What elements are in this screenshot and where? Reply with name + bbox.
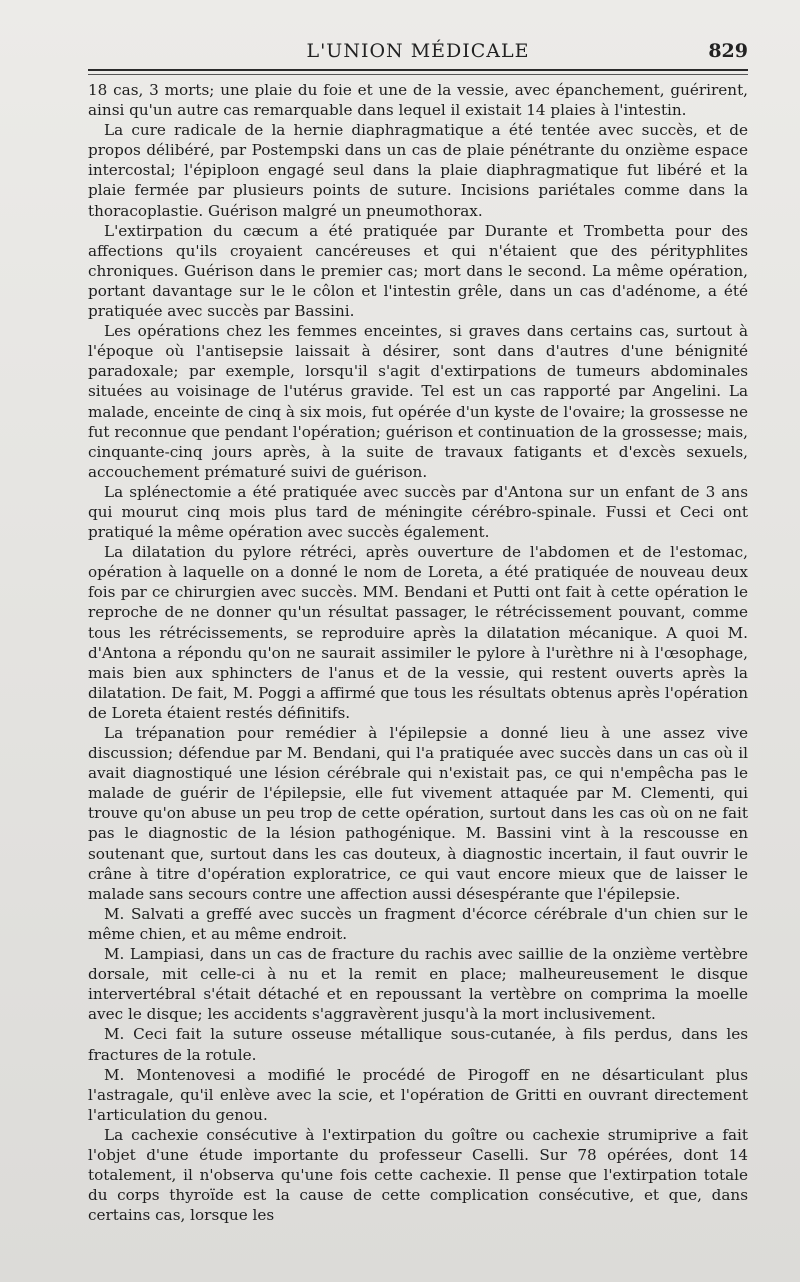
paragraph-pirogoff: M. Montenovesi a modifié le procédé de Pirogoff en ne désarticulant plus l'astragale, qu'il enlève avec la scie, et l'opération de Gritti en ouvrant directement l'articulation du genou. [88,1065,748,1124]
running-title: L'UNION MÉDICALE [306,40,530,62]
page-number: 829 [708,40,748,62]
page-header [88,40,748,70]
header-rule [88,69,748,71]
paragraph-femmes-enceintes: Les opérations chez les femmes enceintes, si graves dans certains cas, surtout à l'époque où l'antisepsie laissait à désirer, sont dans d'autres d'une bénignité paradoxale; par exemple, lorsqu'il s'agit d'extirpations de tumeurs abdominales situées au voisinage de l'utérus gravide. Tel est un cas rapporté par Angelini. La malade, enceinte de cinq à six mois, fut opérée d'un kyste de l'ovaire; la grossesse ne fut reconnue que pendant l'opération; guérison et continuation de la grossesse; mais, cinquante-cinq jours après, à la suite de travaux fatigants et d'excès sexuels, accouchement prématuré suivi de guérison. [88,322,748,481]
header-rule-thin [88,74,748,75]
paragraph-cachexie: La cachexie consécutive à l'extirpation du goître ou cachexie strumiprive a fait l'objet d'une étude importante du professeur Caselli. Sur 78 opérées, dont 14 totalement, il n'observa qu'une fois cette cachexie. Il pense que l'extirpation totale du corps thyroïde est la cause de cette complication consécutive, et que, dans certains cas, lorsque les [88,1125,748,1225]
paragraph-extirpation-caecum: L'extirpation du cæcum a été pratiquée par Durante et Trombetta pour des affections qu'ils croyaient cancéreuses et qui n'étaient que des pérityphlites chroniques. Guérison dans le premier cas; mort dans le second. La même opération, portant davantage sur le le côlon et l'intestin grêle, dans un cas d'adénome, a été pratiquée avec succès par Bassini. [88,221,748,321]
paragraph-hernie-diaphragmatique: La cure radicale de la hernie diaphragmatique a été tentée avec succès, et de propos délibéré, par Postempski dans un cas de plaie pénétrante du onzième espace intercostal; l'épiploon engagé seul dans la plaie diaphragmatique fut libéré et la plaie fermée par plusieurs points de suture. Incisions pariétales comme dans la thoracoplastie. Guérison malgré un pneumothorax. [88,121,748,220]
paragraph-fracture-rachis: M. Lampiasi, dans un cas de fracture du rachis avec saillie de la onzième vertèbre dorsale, mit celle-ci à nu et la remit en place; malheureusement le disque intervertébral s'était détaché et en repoussant la vertèbre on comprima la moelle avec le disque; les accidents s'aggravèrent jusqu'à la mort inclusivement. [88,945,748,1024]
paragraph-greffe-cerebrale: M. Salvati a greffé avec succès un fragment d'écorce cérébrale d'un chien sur le même chien, et au même endroit. [88,904,748,943]
paragraph-continuation: 18 cas, 3 morts; une plaie du foie et une de la vessie, avec épanchement, guérirent, ainsi qu'un autre cas remarquable dans lequel il existait 14 plaies à l'intestin. [88,81,748,120]
paragraph-splenectomie: La splénectomie a été pratiquée avec succès par d'Antona sur un enfant de 3 ans qui mourut cinq mois plus tard de méningite cérébro-spinale. Fussi et Ceci ont pratiqué la même opération avec succès également. [88,482,748,542]
paragraph-trepanation: La trépanation pour remédier à l'épilepsie a donné lieu à une assez vive discussion; défendue par M. Bendani, qui l'a pratiquée avec succès dans un cas où il avait diagnostiqué une lésion cérébrale qui n'existait pas, ce qui n'empêcha pas le malade de guérir de l'épilepsie, elle fut vivement attaquée par M. Clementi, qui trouve qu'on abuse un peu trop de cette opération, surtout dans les cas où on ne fait pas le diagnostic de la lésion pathogénique. M. Bassini vint à la rescousse en soutenant que, surtout dans les cas douteux, à diagnostic incertain, il faut ouvrir le crâne à titre d'opération exploratrice, ce qui vaut encore mieux que de laisser le malade sans secours contre une affection aussi désespérante que l'épilepsie. [88,724,748,903]
paragraph-suture-rotule: M. Ceci fait la suture osseuse métallique sous-cutanée, à fils perdus, dans les fractures de la rotule. [88,1025,748,1064]
paragraph-dilatation-pylore: La dilatation du pylore rétréci, après ouverture de l'abdomen et de l'estomac, opération à laquelle on a donné le nom de Loreta, a été pratiquée de nouveau deux fois par ce chirurgien avec succès. MM. Bendani et Putti ont fait à cette opération le reproche de ne donner qu'un résultat passager, le rétrécissement pouvant, comme tous les rétrécissements, se reproduire après la dilatation mécanique. A quoi M. d'Antona a répondu qu'on ne saurait assimiler le pylore à l'urèthre ni à l'œsophage, mais bien aux sphincters de l'anus et de la vessie, qui restent ouverts après la dilatation. De fait, M. Poggi a affirmé que tous les résultats obtenus après l'opération de Loreta étaient restés définitifs. [88,543,748,722]
body-text [88,80,748,1225]
